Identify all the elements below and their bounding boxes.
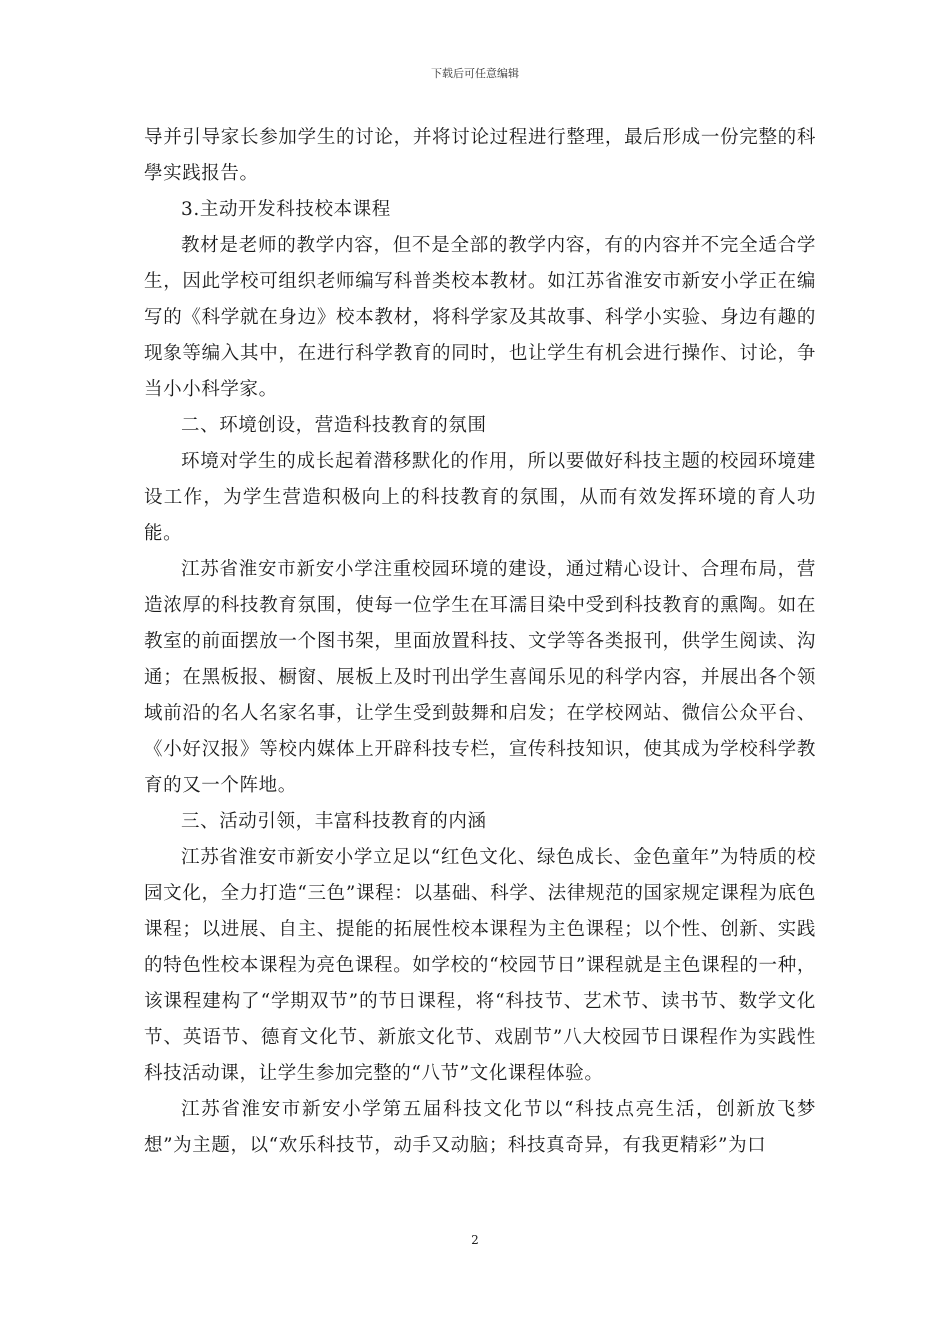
section-heading: 三、活动引领，丰富科技教育的内涵 xyxy=(181,811,487,832)
paragraph: 江苏省淮安市新安小学注重校园环境的建设，通过精心设计、合理布局，营造浓厚的科技教育氛围，使每一位学生在耳濡目染中受到科技教育的熏陶。如在教室的前面摆放一个图书架，里面放置科技、文学等各类报刊，供学生阅读、沟通；在黑板报、橱窗、展板上及时刊出学生喜闻乐见的科学内容，并展出各个领域前沿的名人名家名事，让学生受到鼓舞和启发；在学校网站、微信公众平台、《小好汉报》等校内媒体上开辟科技专栏，宣传科技知识，使其成为学校科学教育的又一个阵地。 xyxy=(144,559,816,796)
paragraph: 江苏省淮安市新安小学立足以“红色文化、绿色成长、金色童年”为特质的校园文化，全力打造“三色”课程：以基础、科学、法律规范的国家规定课程为底色课程；以进展、自主、提能的拓展性校本课程为主色课程；以个性、创新、实践的特色性校本课程为亮色课程。如学校的“校园节日”课程就是主色课程的一种，该课程建构了“学期双节”的节日课程，将“科技节、艺术节、读书节、数学文化节、英语节、德育文化节、新旅文化节、戏剧节”八大校园节日课程作为实践性科技活动课，让学生参加完整的“八节”文化课程体验。 xyxy=(144,847,816,1084)
section-heading: 二、环境创设，营造科技教育的氛围 xyxy=(181,415,487,436)
document-body xyxy=(144,120,816,1164)
page-number: 2 xyxy=(471,1233,479,1247)
section-heading: 3.主动开发科技校本课程 xyxy=(181,199,391,220)
paragraph: 导并引导家长参加学生的讨论，并将讨论过程进行整理，最后形成一份完整的科學实践报告。 xyxy=(144,127,816,184)
page-header-note: 下载后可任意编辑 xyxy=(431,67,519,80)
paragraph: 江苏省淮安市新安小学第五届科技文化节以“科技点亮生活，创新放飞梦想”为主题，以“欢乐科技节，动手又动脑；科技真奇异，有我更精彩”为口 xyxy=(144,1099,816,1156)
paragraph: 教材是老师的教学内容，但不是全部的教学内容，有的内容并不完全适合学生，因此学校可组织老师编写科普类校本教材。如江苏省淮安市新安小学正在编写的《科学就在身边》校本教材，将科学家及其故事、科学小实验、身边有趣的现象等编入其中，在进行科学教育的同时，也让学生有机会进行操作、讨论，争当小小科学家。 xyxy=(144,235,816,400)
paragraph: 环境对学生的成长起着潜移默化的作用，所以要做好科技主题的校园环境建设工作，为学生营造积极向上的科技教育的氛围，从而有效发挥环境的育人功能。 xyxy=(144,451,816,544)
